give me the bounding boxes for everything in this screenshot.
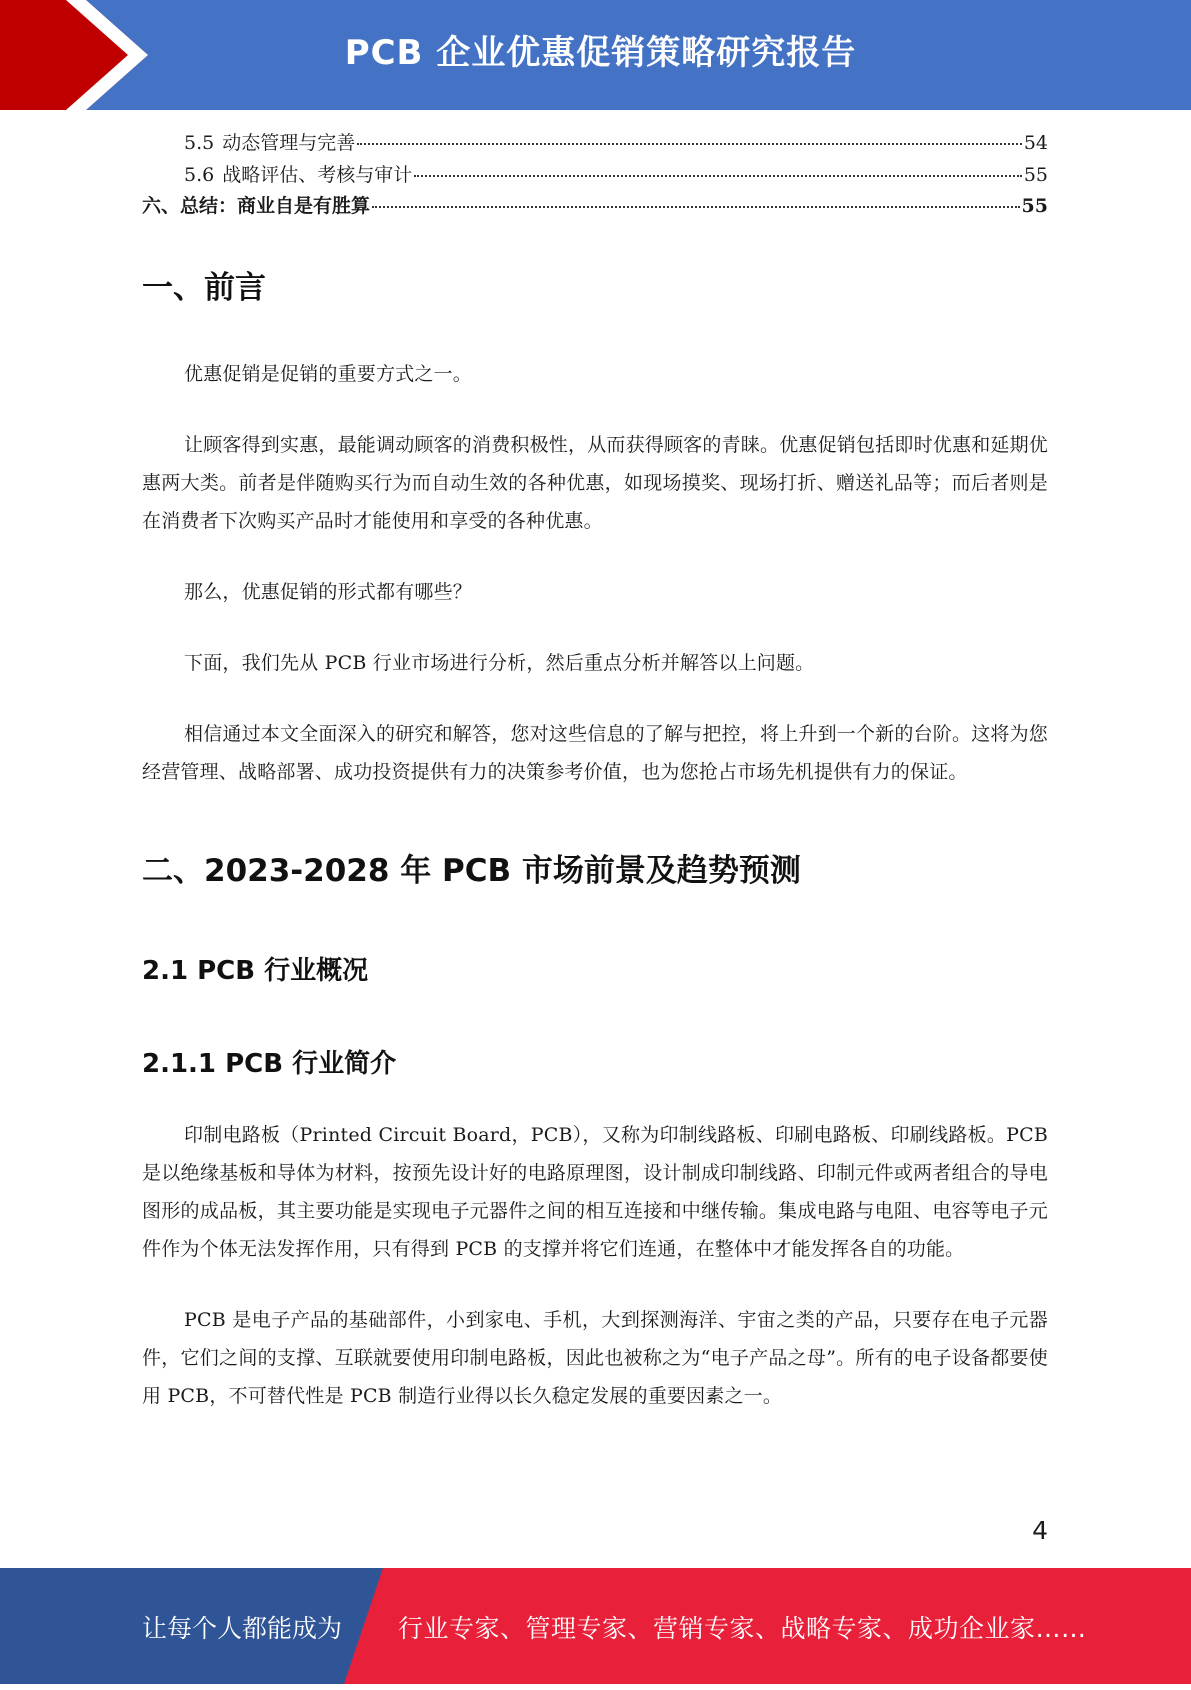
page-footer [0, 1568, 1191, 1684]
footer-slogan-right: 行业专家、管理专家、营销专家、战略专家、成功企业家…… [398, 1614, 1087, 1643]
toc-entry-summary[interactable] [142, 191, 1048, 223]
toc-entry-title: 战略评估、考核与审计 [222, 163, 413, 186]
toc-entry-title: 动态管理与完善 [222, 132, 356, 154]
toc-dot-leader [414, 175, 1022, 177]
toc-entry-5-6[interactable] [142, 160, 1048, 192]
toc-entry-number: 5.5 [184, 132, 215, 154]
subsubsection-heading: 2.1.1 PCB 行业简介 [142, 1049, 397, 1079]
paragraph: 优惠促销是促销的重要方式之一。 [184, 363, 473, 385]
toc-entry-page: 55 [1021, 195, 1048, 217]
toc-entry-5-5[interactable] [142, 128, 1048, 160]
toc-entry-page: 55 [1023, 163, 1048, 186]
document-body [142, 262, 1048, 1415]
paragraph: 那么，优惠促销的形式都有哪些？ [184, 581, 473, 603]
page-header [0, 0, 1191, 110]
report-title: PCB 企业优惠促销策略研究报告 [344, 33, 857, 73]
table-of-contents [142, 128, 1048, 223]
paragraph: 印制电路板（Printed Circuit Board，PCB），又称为印制线路板、印刷电路板、印刷线路板。PCB 是以绝缘基板和导体为材料，按预先设计好的电路原理图，设计制成印制线路、印制元件或两者组合的导电图形的成品板，其主要功能是实现电子元器件之间的相互连接和中继传输。集成电路与电阻、电容等电子元件作为个体无法发挥作用，只有得到 PCB 的支撑并将它们连通，在整体中才能发挥各自的功能。 [142, 1124, 1048, 1260]
footer-slogan-left: 让每个人都能成为 [142, 1614, 343, 1643]
toc-entry-title: 六、总结：商业自是有胜算 [142, 195, 371, 217]
section-heading-preface: 一、前言 [142, 270, 266, 306]
subsection-heading: 2.1 PCB 行业概况 [142, 956, 369, 986]
paragraph: 下面，我们先从 PCB 行业市场进行分析，然后重点分析并解答以上问题。 [184, 652, 815, 674]
paragraph: 让顾客得到实惠，最能调动顾客的消费积极性，从而获得顾客的青睐。优惠促销包括即时优惠和延期优惠两大类。前者是伴随购买行为而自动生效的各种优惠，如现场摸奖、现场打折、赠送礼品等；而后者则是在消费者下次购买产品时才能使用和享受的各种优惠。 [142, 434, 1049, 532]
paragraph: PCB 是电子产品的基础部件，小到家电、手机，大到探测海洋、宇宙之类的产品，只要存在电子元器件，它们之间的支撑、互联就要使用印制电路板，因此也被称之为“电子产品之母”。所有的电子设备都要使用 PCB，不可替代性是 PCB 制造行业得以长久稳定发展的重要因素之一。 [142, 1309, 1048, 1407]
toc-dot-leader [372, 206, 1020, 208]
toc-entry-page: 54 [1023, 132, 1048, 154]
paragraph: 相信通过本文全面深入的研究和解答，您对这些信息的了解与把控，将上升到一个新的台阶。这将为您经营管理、战略部署、成功投资提供有力的决策参考价值，也为您抢占市场先机提供有力的保证。 [142, 723, 1049, 783]
toc-dot-leader [357, 143, 1022, 145]
section-heading-market: 二、2023-2028 年 PCB 市场前景及趋势预测 [142, 853, 801, 889]
toc-entry-number: 5.6 [184, 163, 215, 186]
page-number: 4 [1032, 1516, 1048, 1545]
